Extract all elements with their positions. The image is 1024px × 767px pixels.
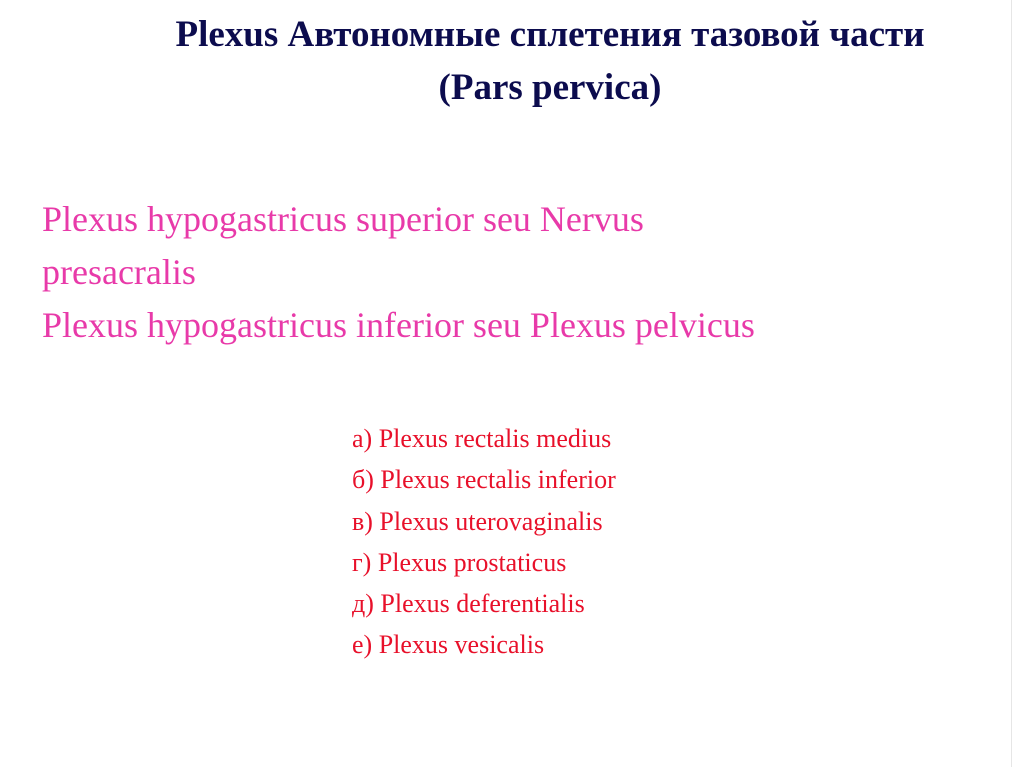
sub-plexus-list xyxy=(352,418,616,666)
main-plexus-line-1: Plexus hypogastricus superior seu Nervus xyxy=(42,199,644,239)
slide-title-line-1: Plexus Автономные сплетения тазовой части xyxy=(175,14,925,55)
sub-plexus-item-v: в) Plexus uterovaginalis xyxy=(352,506,603,536)
sub-plexus-item-b: б) Plexus rectalis inferior xyxy=(352,465,616,495)
sub-plexus-item-a: а) Plexus rectalis medius xyxy=(352,424,612,453)
slide-title-line-2: (Pars pervica) xyxy=(438,67,662,108)
main-plexus-line-3: Plexus hypogastricus inferior seu Plexus pelvicus xyxy=(42,305,755,345)
slide-title xyxy=(60,8,1024,114)
main-plexus-list xyxy=(42,193,755,352)
sub-plexus-item-e: е) Plexus vesicalis xyxy=(352,630,545,660)
main-plexus-line-2: presacralis xyxy=(42,252,196,292)
sub-plexus-item-g: г) Plexus prostaticus xyxy=(352,547,567,577)
slide-edge-divider xyxy=(1011,0,1012,767)
sub-plexus-item-d: д) Plexus deferentialis xyxy=(352,589,585,619)
